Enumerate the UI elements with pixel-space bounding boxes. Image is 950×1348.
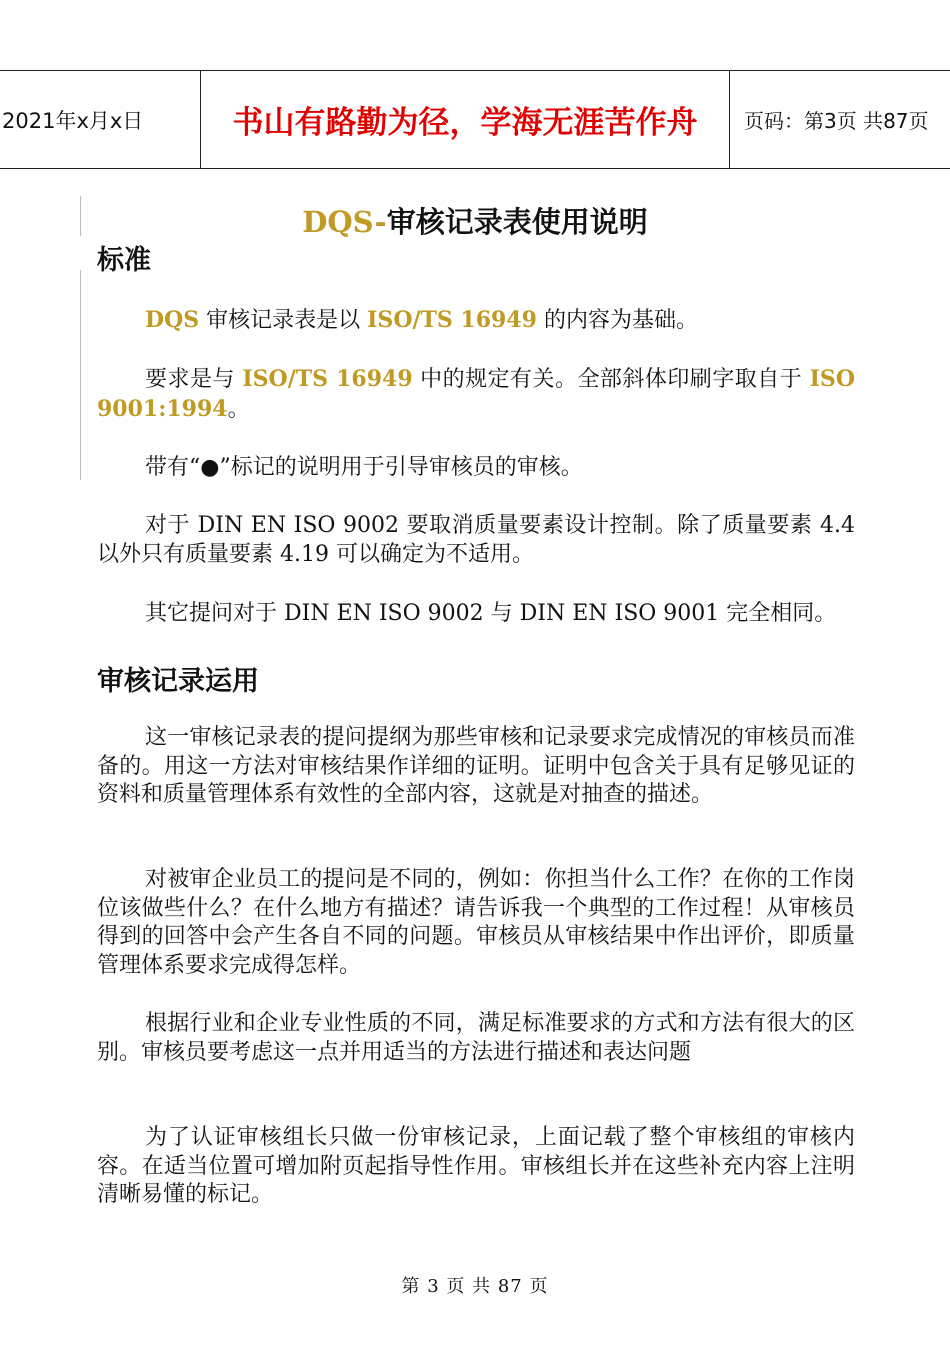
paragraph-4: 对于 DIN EN ISO 9002 要取消质量要素设计控制。除了质量要素 4.4 以外只有质量要素 4.19 可以确定为不适用。: [97, 513, 855, 567]
header-motto: 书山有路勤为径，学海无涯苦作舟: [200, 71, 730, 168]
paragraph-1: [97, 306, 855, 336]
page-footer: 第 3 页 共 87 页: [401, 1276, 549, 1297]
paragraph-6: 这一审核记录表的提问提纲为那些审核和记录要求完成情况的审核员而准备的。用这一方法对审核结果作详细的证明。证明中包含关于具有足够见证的资料和质量管理体系有效性的全部内容，这就是对抽查的描述。: [97, 725, 855, 807]
title-main: 审核记录表使用说明: [386, 205, 648, 239]
paragraph-5: 其它提问对于 DIN EN ISO 9002 与 DIN EN ISO 9001 完全相同。: [145, 601, 837, 626]
paragraph-3: 带有“●”标记的说明用于引导审核员的审核。: [145, 455, 583, 480]
header-page-info: 页码：第3页 共87页: [744, 109, 929, 133]
p2-iso-9001: ISO 9001:1994: [97, 366, 855, 422]
margin-line-middle: [80, 270, 81, 480]
p1-dqs: DQS: [145, 307, 200, 333]
p2-text-2: 中的规定有关。全部斜体印刷字取自于: [412, 367, 810, 392]
p1-text-2: 的内容为基础。: [536, 308, 698, 333]
header-date: 2021年x月x日: [2, 108, 144, 133]
p1-text-1: 审核记录表是以: [199, 308, 368, 333]
paragraph-9: 为了认证审核组长只做一份审核记录，上面记载了整个审核组的审核内容。在适当位置可增加附页起指导性作用。审核组长并在这些补充内容上注明清晰易懂的标记。: [97, 1125, 855, 1207]
p2-text-3: 。: [227, 396, 250, 422]
section-heading-standard: 标准: [97, 245, 151, 276]
document-title: [0, 200, 950, 241]
section-heading-usage: 审核记录运用: [97, 666, 259, 697]
p2-iso-ts: ISO/TS 16949: [242, 366, 413, 392]
paragraph-7: 对被审企业员工的提问是不同的，例如：你担当什么工作？在你的工作岗位该做些什么？在什么地方有描述？请告诉我一个典型的工作过程！从审核员得到的回答中会产生各自不同的问题。审核员从审核结果中作出评价，即质量管理体系要求完成得怎样。: [97, 867, 855, 978]
paragraph-2: [97, 365, 855, 424]
p1-iso: ISO/TS 16949: [367, 307, 537, 333]
title-prefix: DQS-: [302, 205, 387, 239]
paragraph-8: 根据行业和企业专业性质的不同，满足标准要求的方式和方法有很大的区别。审核员要考虑这一点并用适当的方法进行描述和表达问题: [97, 1011, 855, 1065]
header-table: [0, 70, 950, 169]
p2-text-1: 要求是与: [145, 367, 243, 392]
